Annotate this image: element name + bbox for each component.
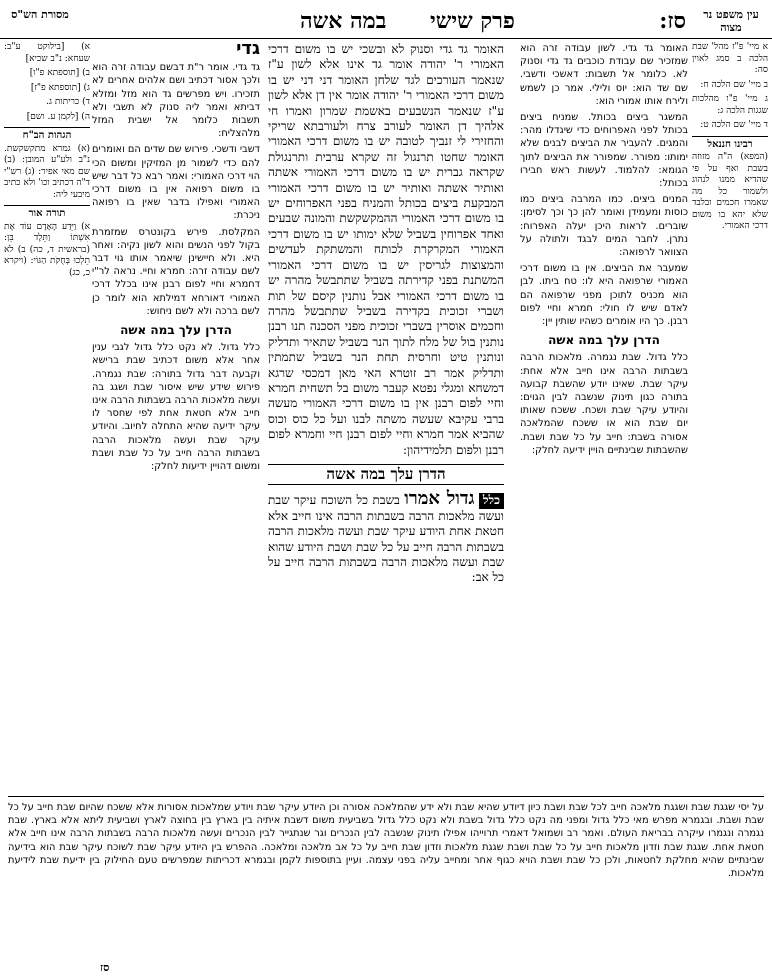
- torah-or-title: תורה אור: [4, 205, 90, 220]
- page-header: [0, 4, 772, 39]
- rashi-paragraph: המנים ביצים. כמו המרבה ביצים כמו כוסות ומעמידן ואומר להן כך וכך לסימן: שוברים. לראות היכן יעלה האפרוח: נתרן. לחבר המים לבגד ולתולה על הצוואר לרפואה:: [520, 194, 688, 259]
- ein-mishpat-title: עין משפט נר מצוה: [703, 8, 759, 34]
- mishnah-opening-phrase: גדול אמרו: [404, 488, 475, 510]
- ein-mishpat-line: ג מיי' פ"ו מהלכות שגגות הלכה ג:: [692, 94, 768, 116]
- rashi-paragraph: המשגר ביצים בכותל. שמניח ביצים בכותל לפני האפרוחים כדי שיגדלו מהר: והמגים. להעביר את הביצים לבנים שלא ימותו: מפורר. שמפורר את הביצים לתוך הגומא: להלמוד. לעשות ראש חבירו בכותל:: [520, 112, 688, 190]
- tosafot-paragraph: דשבי ודשכי. פירוש שם שדים הם ואומרים להם כדי לשמור מן המזיקין ומשום הכי הוי דרכי האמורי: ואמר רבא כל דבר שיש בו משום רפואה אין בו משום דרכי האמורי ואפילו בדבר שאין בו רפואה ניכרת:: [92, 144, 260, 222]
- rabbeinu-chananel-title: רבינו חננאל: [692, 136, 768, 151]
- mesoret-line: ד) כריתות ג.: [46, 97, 90, 107]
- rashi-paragraph: כלל גדול. שבת נגמרה. מלאכות הרבה בשבתות הרבה אינו חייב אלא אחת: עיקר שבת. שאינו יודע שהשבת קבועה בתורה כגון תינוק שנשבה לבין הגוים: והיודע עיקר שבת ושכח. ששכח שאותו יום שבת הוא או ששכח שהמלאכה אסורה בשבת: חייב על כל שבת ושבת. שהשבתות שבינתיים הויין ידיעה לחלק:: [520, 352, 688, 456]
- tosafot-opening-word: גדי: [236, 42, 260, 59]
- tosafot-hadran: הדרן עלך במה אשה: [120, 323, 232, 338]
- mesoret-line: ה) [לקמן ע. ושם]: [26, 111, 90, 122]
- ein-mishpat-column: [692, 42, 768, 422]
- gemara-text: [268, 42, 504, 722]
- mesoret-line: ג) [תוספתא פ"ז]: [30, 82, 90, 93]
- mishnah-opening-word: כלל: [479, 493, 504, 508]
- mesoret-hashas-title: מסורת הש"ס: [11, 8, 69, 21]
- chapter-title: פרק שישי: [430, 8, 515, 34]
- rashi-hadran: הדרן עלך במה אשה: [548, 333, 660, 348]
- ein-mishpat-line: ד מיי' שם הלכה ט:: [700, 120, 768, 130]
- page-number: סז: [100, 961, 110, 974]
- gemara-hadran: הדרן עלך במה אשה: [268, 464, 504, 485]
- mishnah-text: בשבת כל השוכח עיקר שבת ועשה מלאכות הרבה בשבתות הרבה אינו חייב אלא חטאת אחת היודע עיקר שבת ועשה מלאכות הרבה בשבתות הרבה חייב על כל שבת ושבת היודע שהוא שבת ועשה מלאכות הרבה בשבתות הרבה חייב על כל אב:: [268, 493, 504, 585]
- rabbeinu-chananel-text: (המפא) ה"ה מזוזה בשבת ואף על פי שהדיא ממנו לנהוג ולשמור כל מה שאמרו חכמים ובלבד שלא יהא בו משום דרכי האמורי.: [692, 152, 768, 231]
- mishnah-paragraph: [268, 488, 504, 585]
- bottom-commentary: [8, 796, 764, 965]
- mesoret-line: ב) [תוספתא פ"ו]: [29, 68, 90, 78]
- bottom-commentary-text: על יסי שגגת שבת ושגגת מלאכה חייב לכל שבת ושבת כיון דיודע שהיא שבת ולא ידע שהמלאכה אסורה וכן היודע עיקר שבת ויודע שמלאכות אסורות אלא ששכח שהיום שבת חייב על כל שבת ושבת. ובגמרא מפרש מאי כלל גדול ומפני מה נקט כלל גדול בשבת ולא נקט כלל גדול בשביעית משום דשבת איתיה בין בארץ בין בחוצה לארץ ושביעית ליתא אלא בארץ. שבת נגמרה ונגמרו עיקרה בבריאת העולם. ואמר רב ושמואל דאמרי תרוייהו אפילו תינוק שנשבה לבין הנכרים וגר שנתגייר לבין הנכרים ועשה מלאכות הרבה בשבתות הרבה אינו חייב אלא חטאת אחת. שגגת שבת וזדון מלאכות חייב על כל שבת ושבת שגגת מלאכות וזדון שבת חייב על כל אב מלאכה ומלאכה. ההפרש בין היודע עיקר שבת לשוכח עיקר שבת הוא בידיעה שבינתיים שהיא מחלקת לחטאות, ולכן כל שבת ושבת הויא כגוף אחר ומחייב עליה בפני עצמה. ועיין בתוספות לקמן ובגמרא דכריתות שמפרשים טעם החילוק בין ידיעת שבת לידיעת מלאכות.: [8, 802, 764, 880]
- torah-or-text: א) וַיֵּדַע הָאָדָם עוֹד אֶת אִשְׁתּוֹ וַתֵּלֶד בֵּן: (בראשית ד, כה) ב) לֹא תֵלְכוּ בְּחֻקֹּת הַגּוֹי: (ויקרא כ, כג): [4, 221, 90, 278]
- ein-mishpat-line: ב מיי' שם הלכה ח:: [700, 79, 768, 90]
- hagahot-text: (א) גמרא מתקשקשת. נ"ב ולע"ע המובן: (ב) שם מאי אפיר: (ג) רש"י ד"ה דכתיב וכו' ולא כתיב מיבעי ליה:: [4, 143, 90, 200]
- tosafot-commentary: [92, 42, 260, 722]
- ein-mishpat-line: א מיי' פ"ז מהל' שבת הלכה ב סמג לאוין סה:: [692, 42, 768, 75]
- tractate-title: במה אשה: [300, 8, 387, 34]
- gemara-paragraph: האומר גד גדי וסנוק לא ובשכי יש בו משום דרכי האמורי ר' יהודה אומר גד אינו אלא לשון ע"ז שנאמר העורכים לגד שלחן האומר דני דני יש בו משום דרכי האמורי ר' יהודה אומר אין דן אלא לשון ע"ז שנאמר הנשבעים באשמת שמרון ואמרו חי אלהיך דן האומר לעורב צרח ולעורבתא שריקי והחזירי לי זנביך לטובה יש בו משום דרכי האמורי האומר שחטו תרנגול זה שקרא ערבית ותרנגולת שקראה גברית יש בו משום דרכי האמורי אשתה ואותיר אשתה ואותיר יש בו משום דרכי האמורי המבקעת ביצים בכותל והמניח בפני האפרוחים יש בו משום דרכי האמורי ההמקשקשת והמונה שבעים ואחד אפרוחין בשביל שלא ימותו יש בו משום דרכי האמורי המקרקרת לכותח והמשתקת לעדשים והמצוצות לגריסין יש בו משום דרכי האמורי המשתנת בפני קדירתה בשביל שתתבשל מהרה יש בו משום דרכי האמורי אבל נותנין קיסם של תות ושברי זכוכית בקדירה בשביל שתתבשל מהרה וחכמים אוסרין בשברי זכוכית מפני הסכנה תנו רבנן נותנין בול של מלח לתוך הנר בשביל שתאיר ותדליק ונותנין טיט וחרסית תחת הנר בשביל שתמתין ותדליק אמר רב זוטרא האי מאן דמכסי שרגא דמשחא ומגלי נפטא קעבר משום בל תשחית חמרא וחיי לפום רבנן אין בו משום דרכי האמורי מעשה ברבי עקיבא שעשה משתה לבנו ועל כל כוס וכוס שהביא אמר חמרא וחיי לפום רבנן חיי וחמרא לפום רבנן ולפום תלמידיהון:: [268, 42, 504, 457]
- tosafot-paragraph: המקלסת. פירש בקונטרס שמזמרת בקול לפני הנשים והוא לשון נקיה: ואחר היא. ולא חיישינן שיאמר אותו גוי דבר לשם עבודה זרה: חמרא וחיי. נראה לר"י דחמרא וחיי לפום רבנן אינו בכלל דרכי האמורי דאורחא דמילתא הוא לומר כן לשם ברכה ולא לשם ניחוש:: [92, 226, 260, 317]
- hagahot-title: הגהות הב"ח: [4, 127, 90, 142]
- mesoret-column: [4, 42, 90, 422]
- rashi-paragraph: שמעבר את הביצים. אין בו משום דרכי האמורי שרפואה היא לו: טח ביתו. לבן הוא מכניס לתוכן מפני שרפואה הם לאדם שיש לו חולי: חמרא וחיי לפום רבנן. כך היו אומרים כשהיו שותין יין:: [520, 263, 688, 328]
- rashi-paragraph: האומר גד גדי. לשון עבודה זרה הוא שמזכיר שם עבודת כוכבים גד גדי וסנוק לא. כלומר אל תשבות: דאשכי ודשבי. שם שד הוא: יוס ולילי. אמר כן לשמש ולירח אותו אמורי הוא:: [520, 43, 688, 107]
- mesoret-line: א) [בילוקט ע"ב: שעחא: נ"ב שכיא]: [4, 42, 90, 64]
- tosafot-paragraph: כלל גדול. לא נקט כלל גדול לגבי ענין אחר אלא משום דכתיב שבת ברישא וקבעה דבר גדול בתורה: שבת נגמרה. פירוש שידע שיש איסור שבת ושגג בה ועשה מלאכות הרבה בשבתות הרבה אינו חייב אלא חטאת אחת לפי שחסר לו עיקר ידיעה שהיא התחלה לחיוב. והיודע עיקר שבת ועשה מלאכות הרבה בשבתות הרבה חייב על כל שבת ושבת ומשום דהויין ידיעות לחלק:: [92, 342, 260, 473]
- folio-number: סז:: [659, 8, 686, 34]
- tosafot-paragraph: [92, 42, 260, 58]
- rashi-commentary: [520, 42, 688, 722]
- tosafot-paragraph: גד גדי. אומר ר"ת דבשם עבודה זרה הוא ולכך אסור דכתיב ושם אלהים אחרים לא תזכירו. ויש מפרשים גד הוא מזל ומזלא דביתא ואמר ליה סנוק לא תשבי ולא תשבות כלומר אל ישבית המזל מלהצליח:: [92, 62, 260, 140]
